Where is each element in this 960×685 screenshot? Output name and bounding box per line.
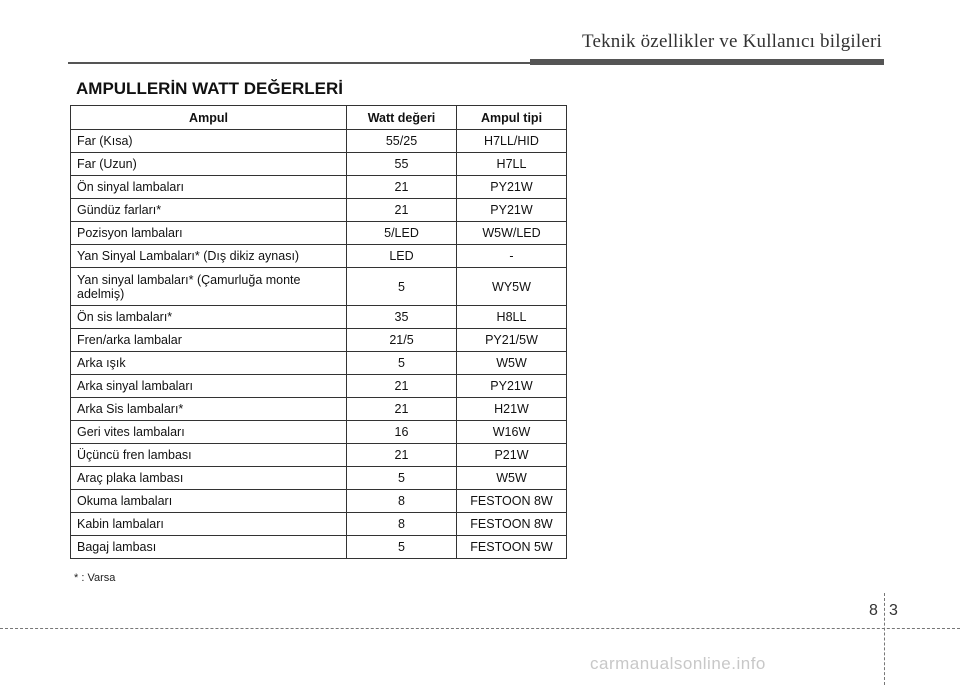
table-row — [71, 467, 567, 490]
bulb-name-cell: Fren/arka lambalar — [71, 329, 347, 352]
wattage-cell: 21 — [347, 444, 457, 467]
bulb-name-cell: Araç plaka lambası — [71, 467, 347, 490]
footer-dashed-line — [0, 628, 960, 629]
column-header-bulb: Ampul — [71, 106, 347, 130]
bulb-name-cell: Üçüncü fren lambası — [71, 444, 347, 467]
wattage-cell: 21 — [347, 398, 457, 421]
column-header-wattage: Watt değeri — [347, 106, 457, 130]
column-header-bulb-type: Ampul tipi — [457, 106, 567, 130]
bulb-type-cell: W5W — [457, 467, 567, 490]
header-rule-thin — [68, 62, 530, 64]
chapter-number: 8 — [869, 602, 878, 619]
bulb-type-cell: W5W — [457, 352, 567, 375]
bulb-type-cell: PY21W — [457, 375, 567, 398]
section-title: AMPULLERİN WATT DEĞERLERİ — [76, 79, 343, 98]
table-row — [71, 153, 567, 176]
table-row — [71, 375, 567, 398]
header-title: Teknik özellikler ve Kullanıcı bilgileri — [581, 31, 882, 52]
bulb-type-cell: W5W/LED — [457, 222, 567, 245]
table-row — [71, 421, 567, 444]
table-row — [71, 199, 567, 222]
header-rule-thick — [530, 59, 884, 65]
page-number: 3 — [889, 602, 898, 619]
footer-vertical-dashed-line — [884, 593, 885, 685]
bulb-name-cell: Gündüz farları* — [71, 199, 347, 222]
table-row — [71, 130, 567, 153]
bulb-type-cell: H7LL — [457, 153, 567, 176]
wattage-cell: 55 — [347, 153, 457, 176]
bulb-name-cell: Okuma lambaları — [71, 490, 347, 513]
watermark: carmanualsonline.info — [590, 654, 766, 673]
wattage-cell: 21 — [347, 176, 457, 199]
table-row — [71, 245, 567, 268]
wattage-cell: 8 — [347, 513, 457, 536]
bulb-type-cell: H21W — [457, 398, 567, 421]
table-row — [71, 398, 567, 421]
wattage-cell: 21/5 — [347, 329, 457, 352]
bulb-type-cell: FESTOON 8W — [457, 490, 567, 513]
table-row — [71, 513, 567, 536]
wattage-cell: 21 — [347, 199, 457, 222]
bulb-name-cell: Arka ışık — [71, 352, 347, 375]
bulb-type-cell: P21W — [457, 444, 567, 467]
wattage-cell: 55/25 — [347, 130, 457, 153]
table-row — [71, 352, 567, 375]
wattage-cell: 8 — [347, 490, 457, 513]
bulb-name-cell: Ön sinyal lambaları — [71, 176, 347, 199]
bulb-type-cell: PY21W — [457, 176, 567, 199]
bulb-name-cell: Geri vites lambaları — [71, 421, 347, 444]
bulb-type-cell: H7LL/HID — [457, 130, 567, 153]
wattage-cell: 16 — [347, 421, 457, 444]
bulb-type-cell: - — [457, 245, 567, 268]
table-row — [71, 176, 567, 199]
bulb-name-cell: Pozisyon lambaları — [71, 222, 347, 245]
bulb-name-cell: Far (Kısa) — [71, 130, 347, 153]
bulb-name-cell: Bagaj lambası — [71, 536, 347, 559]
table-row — [71, 306, 567, 329]
bulb-name-cell: Arka Sis lambaları* — [71, 398, 347, 421]
bulb-name-cell: Far (Uzun) — [71, 153, 347, 176]
wattage-cell: 35 — [347, 306, 457, 329]
wattage-cell: 21 — [347, 375, 457, 398]
bulb-name-cell: Kabin lambaları — [71, 513, 347, 536]
bulb-type-cell: H8LL — [457, 306, 567, 329]
bulb-type-cell: PY21/5W — [457, 329, 567, 352]
wattage-cell: 5/LED — [347, 222, 457, 245]
bulb-name-cell: Ön sis lambaları* — [71, 306, 347, 329]
footnote: * : Varsa — [74, 572, 116, 584]
wattage-cell: LED — [347, 245, 457, 268]
bulb-type-cell: FESTOON 8W — [457, 513, 567, 536]
table-row — [71, 490, 567, 513]
bulb-type-cell: WY5W — [457, 268, 567, 306]
table-row — [71, 222, 567, 245]
bulb-name-cell: Yan Sinyal Lambaları* (Dış dikiz aynası) — [71, 245, 347, 268]
table-row — [71, 444, 567, 467]
wattage-cell: 5 — [347, 536, 457, 559]
bulb-name-cell: Arka sinyal lambaları — [71, 375, 347, 398]
table-row — [71, 329, 567, 352]
table-row — [71, 268, 567, 306]
wattage-cell: 5 — [347, 268, 457, 306]
wattage-cell: 5 — [347, 467, 457, 490]
bulb-type-cell: FESTOON 5W — [457, 536, 567, 559]
bulb-name-cell: Yan sinyal lambaları* (Çamurluğa monte adelmiş) — [71, 268, 347, 306]
bulb-type-cell: PY21W — [457, 199, 567, 222]
bulb-type-cell: W16W — [457, 421, 567, 444]
bulb-wattage-table — [70, 105, 567, 559]
wattage-cell: 5 — [347, 352, 457, 375]
table-header-row — [71, 106, 567, 130]
table-row — [71, 536, 567, 559]
